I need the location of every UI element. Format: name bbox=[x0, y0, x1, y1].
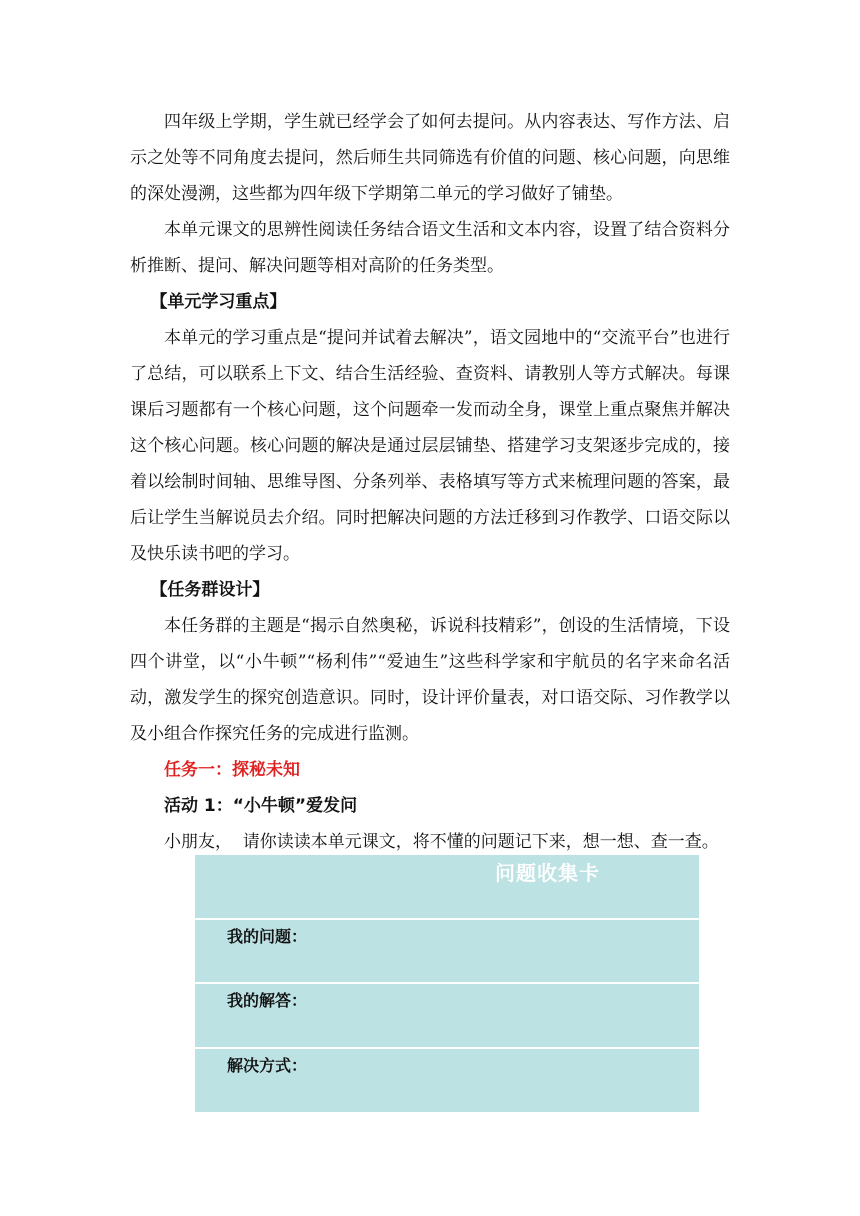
intro-paragraph: 四年级上学期，学生就已经学会了如何去提问。从内容表达、写作方法、启示之处等不同角度去提问，然后师生共同筛选有价值的问题、核心问题，向思维的深处漫溯，这些都为四年级下学期第二单元的学习做好了铺垫。 bbox=[130, 112, 730, 204]
focus-paragraph: 本单元的学习重点是“提问并试着去解决”，语文园地中的“交流平台”也进行了总结，可以联系上下文、结合生活经验、查资料、请教别人等方式解决。每课课后习题都有一个核心问题，这个问题牵一发而动全身，课堂上重点聚焦并解决这个核心问题。核心问题的解决是通过层层铺垫、搭建学习支架逐步完成的，接着以绘制时间轴、思维导图、分条列举、表格填写等方式来梳理问题的答案，最后让学生当解说员去介绍。同时把解决问题的方法迁移到习作教学、口语交际以及快乐读书吧的学习。 bbox=[130, 328, 730, 564]
card-row-answer bbox=[195, 982, 699, 1045]
card-label-question: 我的问题： bbox=[227, 927, 308, 946]
card-row-question bbox=[195, 918, 699, 981]
question-collection-card bbox=[195, 855, 699, 1112]
task-one-title: 任务一：探秘未知 bbox=[164, 760, 300, 780]
card-label-method: 解决方式： bbox=[227, 1056, 308, 1075]
section-heading-focus: 【单元学习重点】 bbox=[150, 292, 287, 312]
card-row-method bbox=[195, 1047, 699, 1112]
instruction-paragraph: 小朋友， 请你读读本单元课文，将不懂的问题记下来，想一想、查一查。 bbox=[164, 832, 719, 852]
task-group-paragraph: 本任务群的主题是“揭示自然奥秘，诉说科技精彩”，创设的生活情境，下设四个讲堂，以“小牛顿”“杨利伟”“爱迪生”这些科学家和宇航员的名字来命名活动，激发学生的探究创造意识。同时，设计评价量表，对口语交际、习作教学以及小组合作探究任务的完成进行监测。 bbox=[130, 616, 730, 744]
section-heading-task-group: 【任务群设计】 bbox=[150, 580, 270, 600]
reading-task-paragraph: 本单元课文的思辨性阅读任务结合语文生活和文本内容，设置了结合资料分析推断、提问、解决问题等相对高阶的任务类型。 bbox=[130, 220, 730, 276]
document-body bbox=[130, 104, 730, 860]
activity-one-title: 活动 1：“小牛顿”爱发问 bbox=[164, 796, 358, 816]
card-title: 问题收集卡 bbox=[495, 861, 600, 885]
card-label-answer: 我的解答： bbox=[227, 991, 308, 1010]
